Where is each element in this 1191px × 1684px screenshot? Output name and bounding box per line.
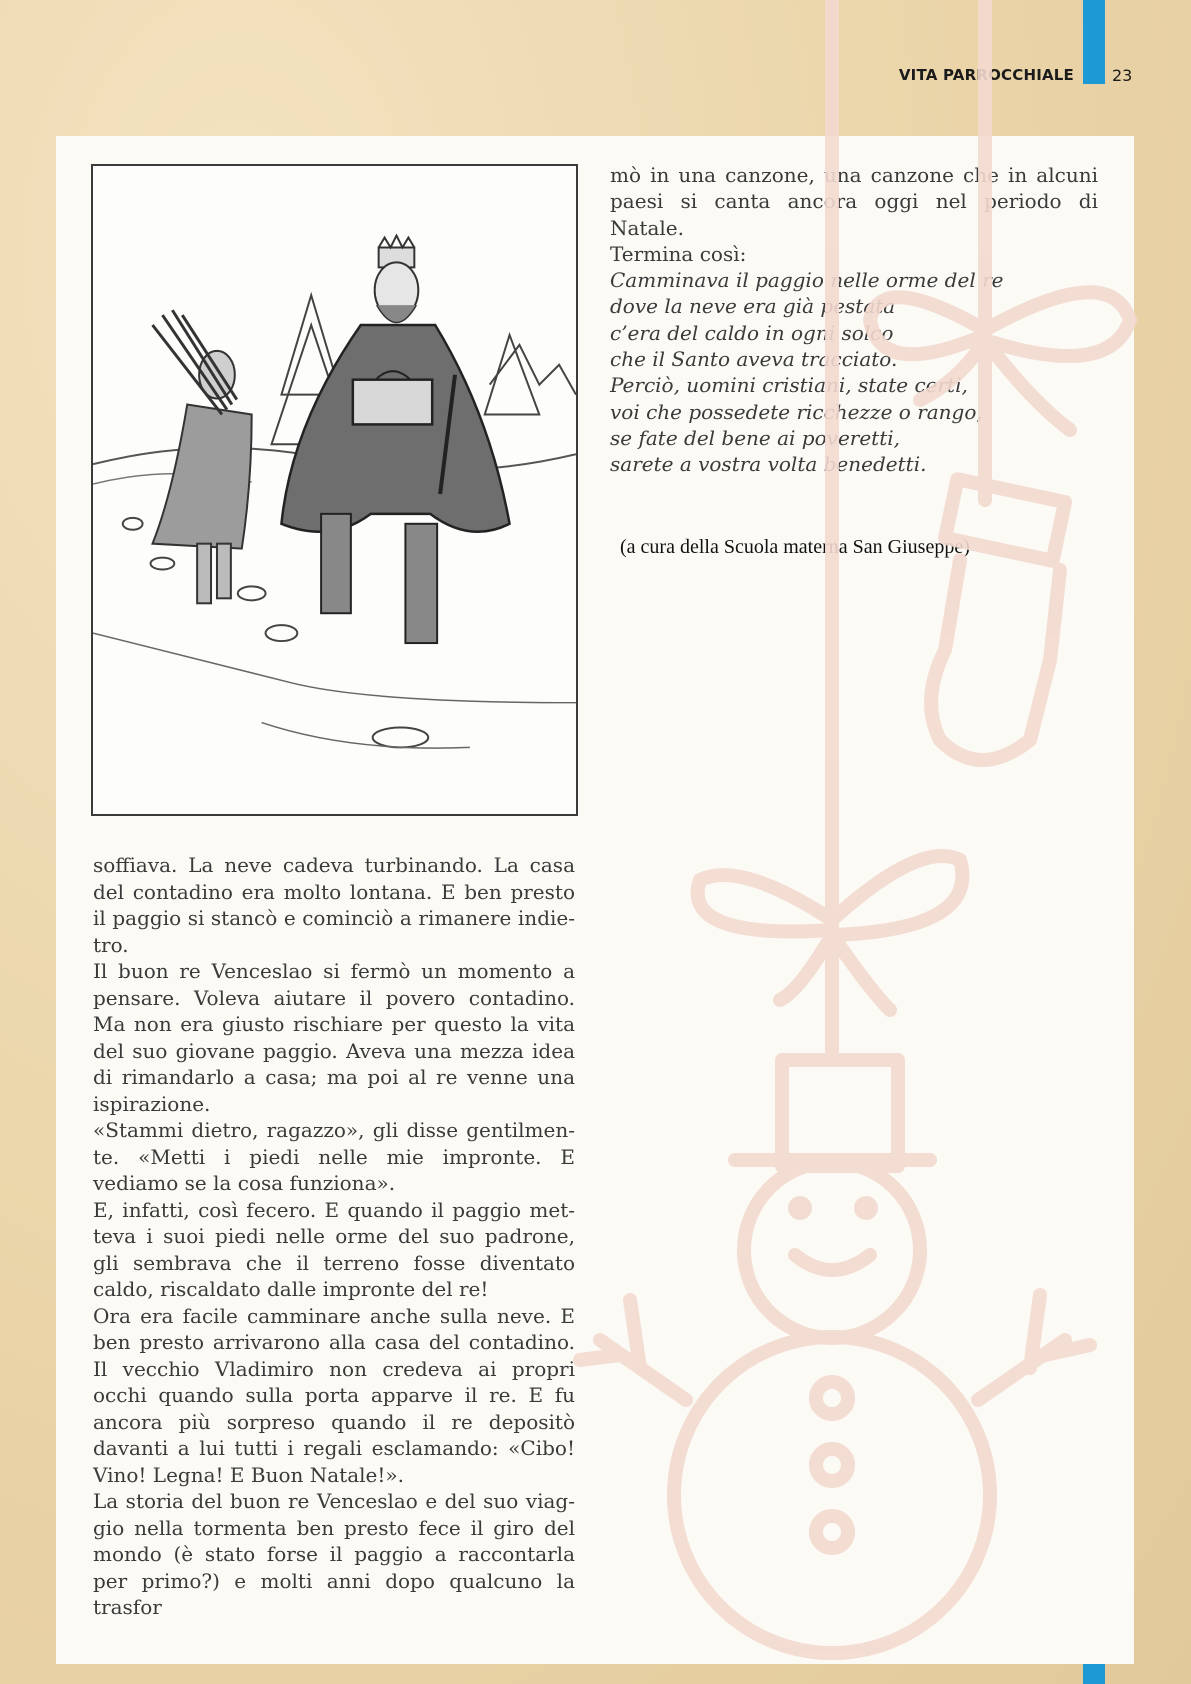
poem: [610, 267, 1098, 477]
poem-line: dove la neve era già pestata: [610, 294, 896, 319]
page-number: 23: [1112, 66, 1133, 85]
poem-line: c’era del caldo in ogni solco: [610, 320, 894, 345]
poem-line: voi che possedete ricchezze o rango,: [610, 399, 983, 424]
story-paragraph: soffiava. La neve cadeva turbinando. La casa del contadino era molto lontana. E ben presto il paggio si stancò e cominciò a rimanere indietro.: [93, 853, 575, 957]
story-paragraph: Ora era facile camminare anche sulla neve. E ben presto arrivarono alla casa del contadino. Il vecchio Vladimiro non credeva ai propri occhi quando sulla porta apparve il re. E fu ancora più sorpreso quando il re depositò davanti a lui tutti i regali esclamando: «Cibo! Vino! Legna! E Buon Natale!».: [93, 1303, 575, 1487]
header-accent-bar: [1083, 0, 1105, 84]
illustration-frame: [91, 164, 578, 816]
right-column-text: [610, 162, 1098, 478]
story-paragraph: La storia del buon re Venceslao e del suo viaggio nella tormenta ben presto fece il giro del mondo (è stato forse il paggio a raccontarla per primo?) e molti anni dopo qualcuno la trasfor: [93, 1489, 575, 1619]
intro-paragraph: mò in una canzone, una canzone che in alcuni paesi si canta ancora oggi nel periodo di Natale.: [610, 163, 1098, 240]
credit-line: (a cura della Scuola materna San Giuseppe): [620, 536, 970, 558]
story-paragraph: Il buon re Venceslao si fermò un momento a pensare. Voleva aiutare il povero contadino. Ma non era giusto rischiare per questo la vita del suo giovane paggio. Aveva una mezza idea di rimandarlo a casa; ma poi al re venne una ispirazione.: [93, 959, 575, 1116]
poem-line: sarete a vostra volta benedetti.: [610, 452, 927, 477]
footer-accent-bar: [1083, 1664, 1105, 1684]
story-paragraph: «Stammi dietro, ragazzo», gli disse gentilmente. «Metti i piedi nelle mie impronte. E vediamo se la cosa funziona».: [93, 1118, 575, 1195]
poem-line: che il Santo aveva tracciato.: [610, 347, 898, 372]
poem-line: Camminava il paggio nelle orme del re: [610, 268, 1004, 293]
story-paragraph: E, infatti, così fecero. E quando il paggio metteva i suoi piedi nelle orme del suo padrone, gli sembrava che il terreno fosse diventato caldo, riscaldato dalle impronte del re!: [93, 1197, 575, 1301]
king-and-page-in-snow-drawing: [93, 166, 576, 814]
poem-line: se fate del bene ai poveretti,: [610, 425, 900, 450]
poem-line: Perciò, uomini cristiani, state certi,: [610, 373, 968, 398]
left-column-text: [93, 852, 575, 1621]
poem-lead: Termina così:: [610, 241, 747, 266]
section-title: VITA PARROCCHIALE: [898, 66, 1074, 84]
